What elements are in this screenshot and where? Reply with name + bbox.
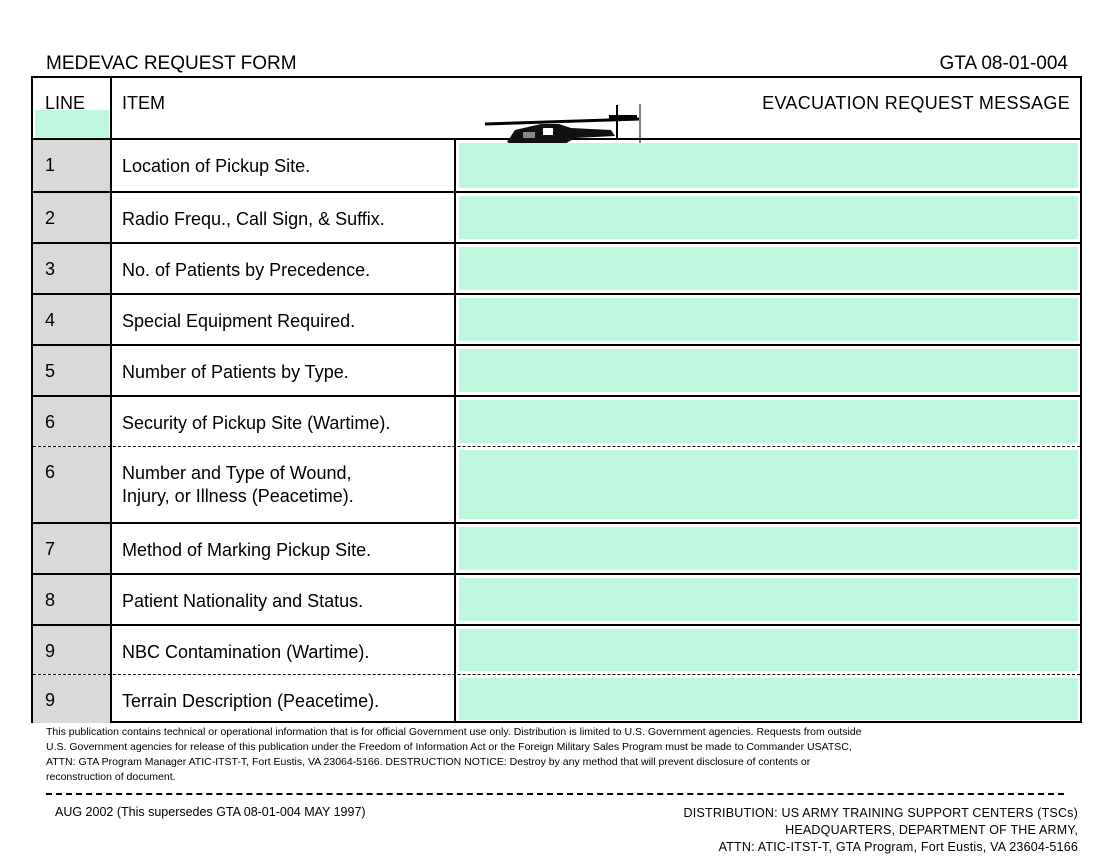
column-divider (110, 78, 112, 721)
item-label: Method of Marking Pickup Site. (122, 540, 372, 560)
line-number: 7 (45, 539, 56, 559)
distribution-block (684, 805, 1078, 856)
line-header-fill (35, 110, 109, 138)
entry-field-marking[interactable] (459, 527, 1078, 570)
entry-field-patient-type[interactable] (459, 349, 1078, 392)
distribution-notice (46, 725, 1046, 785)
distribution-line: ATTN: ATIC-ITST-T, GTA Program, Fort Eustis, VA 23604-5166 (718, 840, 1078, 854)
notice-line: ATTN: GTA Program Manager ATIC-ITST-T, Fort Eustis, VA 23064-5166. DESTRUCTION NOTICE: Destroy by any method that will prevent disclosure of contents or (46, 756, 811, 768)
item-label: Terrain Description (Peacetime). (122, 691, 380, 711)
line-number: 1 (45, 155, 56, 175)
notice-line: reconstruction of document. (46, 771, 176, 783)
item-label: Radio Frequ., Call Sign, & Suffix. (122, 209, 385, 229)
entry-field-location[interactable] (459, 143, 1078, 188)
line-number: 3 (45, 259, 56, 279)
edition-date: AUG 2002 (This supersedes GTA 08-01-004 MAY 1997) (55, 805, 366, 819)
entry-field-precedence[interactable] (459, 247, 1078, 290)
medevac-form-table (31, 76, 1082, 723)
table-row (33, 675, 1080, 723)
table-row (33, 626, 1080, 674)
table-row (33, 447, 1080, 522)
item-label: Location of Pickup Site. (122, 156, 311, 176)
line-number: 6 (45, 462, 56, 482)
entry-field-nationality[interactable] (459, 578, 1078, 621)
entry-field-terrain[interactable] (459, 678, 1078, 720)
item-label-line2: Injury, or Illness (Peacetime). (122, 486, 354, 506)
line-number: 5 (45, 361, 56, 381)
line-cell (33, 447, 110, 522)
line-number: 9 (45, 690, 56, 710)
line-number: 4 (45, 310, 56, 330)
notice-line: U.S. Government agencies for release of this publication under the Freedom of Information Act or the Foreign Military Sales Program must be made to Commander USATSC, (46, 741, 852, 753)
table-row (33, 524, 1080, 573)
table-row (33, 140, 1080, 191)
entry-field-radio[interactable] (459, 196, 1078, 239)
item-label: NBC Contamination (Wartime). (122, 642, 370, 662)
form-title: MEDEVAC REQUEST FORM (46, 53, 297, 74)
item-label: No. of Patients by Precedence. (122, 260, 371, 280)
table-row (33, 575, 1080, 624)
table-row (33, 295, 1080, 344)
item-label: Special Equipment Required. (122, 311, 356, 331)
table-row (33, 346, 1080, 395)
table-row (33, 397, 1080, 446)
line-number: 8 (45, 590, 56, 610)
entry-field-nbc[interactable] (459, 629, 1078, 671)
distribution-line: DISTRIBUTION: US ARMY TRAINING SUPPORT CENTERS (TSCs) (683, 806, 1078, 820)
line-column-header: LINE (45, 93, 86, 113)
entry-field-security[interactable] (459, 400, 1078, 443)
notice-line: This publication contains technical or operational information that is for official Government use only. Distribution is limited to U.S. Government agencies. Requests from outside (46, 726, 862, 738)
line-number: 6 (45, 412, 56, 432)
message-column-header: EVACUATION REQUEST MESSAGE (762, 93, 1070, 113)
table-row (33, 244, 1080, 293)
item-label: Patient Nationality and Status. (122, 591, 364, 611)
cut-line (46, 793, 1064, 795)
table-row (33, 193, 1080, 242)
item-column-header: ITEM (122, 93, 165, 113)
distribution-line: HEADQUARTERS, DEPARTMENT OF THE ARMY, (785, 823, 1078, 837)
form-number: GTA 08-01-004 (939, 53, 1068, 74)
entry-field-equipment[interactable] (459, 298, 1078, 341)
item-label: Number of Patients by Type. (122, 362, 349, 382)
line-number: 9 (45, 641, 56, 661)
item-label (122, 462, 354, 508)
table-header (33, 78, 1080, 140)
item-label-line1: Number and Type of Wound, (122, 463, 352, 483)
entry-field-wound[interactable] (459, 450, 1078, 519)
line-number: 2 (45, 208, 56, 228)
item-label: Security of Pickup Site (Wartime). (122, 413, 391, 433)
column-divider (454, 140, 456, 721)
